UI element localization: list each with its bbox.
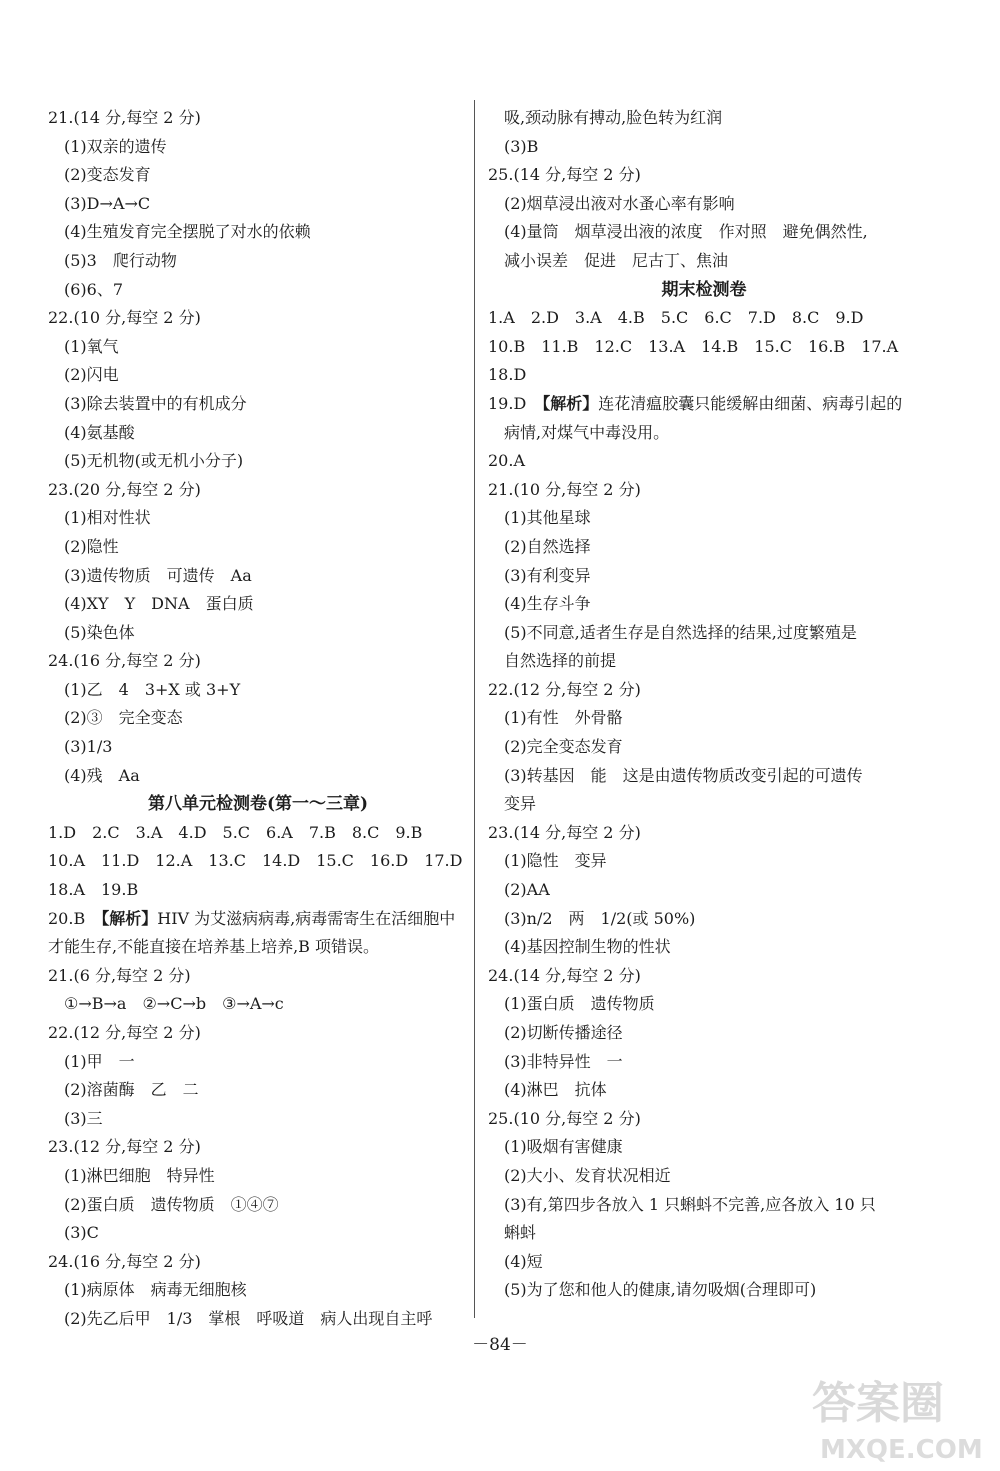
answer-text: 20.B <box>48 908 102 928</box>
answer-line: (4)残 Aa <box>64 765 140 785</box>
analysis-text: 连花清瘟胶囊只能缓解由细菌、病毒引起的 <box>598 393 903 413</box>
answer-line: (2)AA <box>504 880 550 900</box>
analysis-tag: 【解析】 <box>542 393 599 413</box>
answer-line: (4)短 <box>504 1251 543 1271</box>
answer-line: (4)淋巴 抗体 <box>504 1080 607 1100</box>
analysis-tag: 【解析】 <box>101 908 158 928</box>
question-line: 25.(10 分,每空 2 分) <box>488 1108 641 1128</box>
answer-line: (2)溶菌酶 乙 二 <box>64 1080 199 1100</box>
answer-line: (1)吸烟有害健康 <box>504 1137 623 1157</box>
answer-line: (4)氨基酸 <box>64 422 135 442</box>
answer-line: (5)不同意,适者生存是自然选择的结果,过度繁殖是 <box>504 622 857 642</box>
answer-line: (1)蛋白质 遗传物质 <box>504 994 655 1014</box>
watermark-text: 答案圈 <box>812 1378 944 1429</box>
question-line: 23.(14 分,每空 2 分) <box>488 822 641 842</box>
question-line: 23.(20 分,每空 2 分) <box>48 479 201 499</box>
question-line <box>488 390 920 419</box>
answer-line: (1)其他星球 <box>504 508 591 528</box>
question-line: 25.(14 分,每空 2 分) <box>488 165 641 185</box>
answer-line: (3)C <box>64 1223 99 1243</box>
answer-line: (1)有性 外骨骼 <box>504 708 623 728</box>
answer-line: (5)染色体 <box>64 622 135 642</box>
answer-line: (2)切断传播途径 <box>504 1023 623 1042</box>
answer-line: (1)淋巴细胞 特异性 <box>64 1165 215 1185</box>
answer-line: (1)隐性 变异 <box>504 851 607 871</box>
answer-line: (2)变态发育 <box>64 165 151 185</box>
answer-line: (3)三 <box>64 1108 103 1128</box>
answer-line: (1)氧气 <box>64 336 119 356</box>
answer-line: (2)大小、发育状况相近 <box>504 1165 671 1185</box>
section-heading: 期末检测卷 <box>661 279 747 300</box>
question-line: 24.(16 分,每空 2 分) <box>48 651 201 671</box>
question-line <box>48 905 468 934</box>
answer-line: (1)病原体 病毒无细胞核 <box>64 1280 247 1300</box>
answer-line: (3)除去装置中的有机成分 <box>64 393 247 413</box>
question-line: 22.(12 分,每空 2 分) <box>48 1023 201 1042</box>
answer-line: (3)D→A→C <box>64 193 151 213</box>
answer-line: (4)量筒 烟草浸出液的浓度 作对照 避免偶然性, <box>504 222 868 242</box>
answer-line: 减小误差 促进 尼古丁、焦油 <box>504 250 729 270</box>
answer-line: (5)为了您和他人的健康,请勿吸烟(合理即可) <box>504 1280 817 1300</box>
question-line: 18.D <box>488 365 527 385</box>
answer-line: (3)n/2 两 1/2(或 50%) <box>504 908 696 928</box>
answer-line: 变异 <box>504 794 537 814</box>
answer-line: ①→B→a ②→C→b ③→A→c <box>64 994 284 1014</box>
answer-line: (1)相对性状 <box>64 508 151 528</box>
watermark-url: MXQE.COM <box>820 1435 983 1465</box>
answer-line: (2)③ 完全变态 <box>64 708 183 728</box>
question-line: 21.(10 分,每空 2 分) <box>488 479 641 499</box>
question-line: 22.(12 分,每空 2 分) <box>488 679 641 699</box>
answer-line: (2)自然选择 <box>504 536 591 556</box>
answer-line: (2)烟草浸出液对水蚤心率有影响 <box>504 193 735 213</box>
answer-line: (3)有,第四步各放入 1 只蝌蚪不完善,应各放入 10 只 <box>504 1194 876 1214</box>
question-line: 10.B 11.B 12.C 13.A 14.B 15.C 16.B 17.A <box>488 336 899 356</box>
answer-line: (2)蛋白质 遗传物质 ①④⑦ <box>64 1194 279 1214</box>
answer-text: 19.D <box>488 393 543 413</box>
answer-line: 吸,颈动脉有搏动,脸色转为红润 <box>504 108 723 127</box>
answer-line: 自然选择的前提 <box>504 651 617 671</box>
answer-line: (4)XY Y DNA 蛋白质 <box>64 594 254 614</box>
right-column <box>488 104 920 1305</box>
question-line: 才能生存,不能直接在培养基上培养,B 项错误。 <box>48 937 380 957</box>
answer-line: 病情,对煤气中毒没用。 <box>504 422 670 442</box>
answer-line: (3)非特异性 一 <box>504 1051 623 1071</box>
answer-line: (3)B <box>504 136 539 156</box>
question-line: 23.(12 分,每空 2 分) <box>48 1137 201 1157</box>
question-line: 21.(14 分,每空 2 分) <box>48 108 201 127</box>
answer-line: (3)1/3 <box>64 737 113 757</box>
left-column <box>48 104 468 1334</box>
answer-line: (3)有利变异 <box>504 565 591 585</box>
watermark-logo <box>806 1362 986 1466</box>
question-line: 22.(10 分,每空 2 分) <box>48 308 201 328</box>
question-line: 21.(6 分,每空 2 分) <box>48 965 191 985</box>
question-line: 18.A 19.B <box>48 880 139 900</box>
answer-line: (5)无机物(或无机小分子) <box>64 451 244 471</box>
question-line: 20.A <box>488 451 525 471</box>
page-number: －84－ <box>472 1335 528 1355</box>
column-divider <box>474 100 475 1318</box>
answer-line: (3)遗传物质 可遗传 Aa <box>64 565 252 585</box>
answer-line: (1)甲 一 <box>64 1051 135 1071</box>
question-line: 10.A 11.D 12.A 13.C 14.D 15.C 16.D 17.D <box>48 851 463 871</box>
question-line: 1.D 2.C 3.A 4.D 5.C 6.A 7.B 8.C 9.B <box>48 822 423 842</box>
answer-line: (1)双亲的遗传 <box>64 136 167 156</box>
answer-line: (2)闪电 <box>64 365 119 385</box>
answer-line: 蝌蚪 <box>504 1223 537 1243</box>
answer-line: (4)生殖发育完全摆脱了对水的依赖 <box>64 222 311 242</box>
question-line: 1.A 2.D 3.A 4.B 5.C 6.C 7.D 8.C 9.D <box>488 308 864 328</box>
section-heading: 第八单元检测卷(第一～三章) <box>147 794 369 815</box>
answer-line: (5)3 爬行动物 <box>64 250 177 270</box>
answer-line: (1)乙 4 3+X 或 3+Y <box>64 679 241 699</box>
question-line: 24.(16 分,每空 2 分) <box>48 1251 201 1271</box>
answer-line: (4)生存斗争 <box>504 594 591 614</box>
answer-line: (4)基因控制生物的性状 <box>504 937 671 957</box>
answer-line: (3)转基因 能 这是由遗传物质改变引起的可遗传 <box>504 765 863 785</box>
question-line: 24.(14 分,每空 2 分) <box>488 965 641 985</box>
answer-line: (2)先乙后甲 1/3 掌根 呼吸道 病人出现自主呼 <box>64 1308 433 1328</box>
answer-line: (2)隐性 <box>64 536 119 556</box>
answer-line: (2)完全变态发育 <box>504 737 623 757</box>
answer-line: (6)6、7 <box>64 279 124 299</box>
analysis-text: HIV 为艾滋病病毒,病毒需寄生在活细胞中 <box>157 908 456 928</box>
